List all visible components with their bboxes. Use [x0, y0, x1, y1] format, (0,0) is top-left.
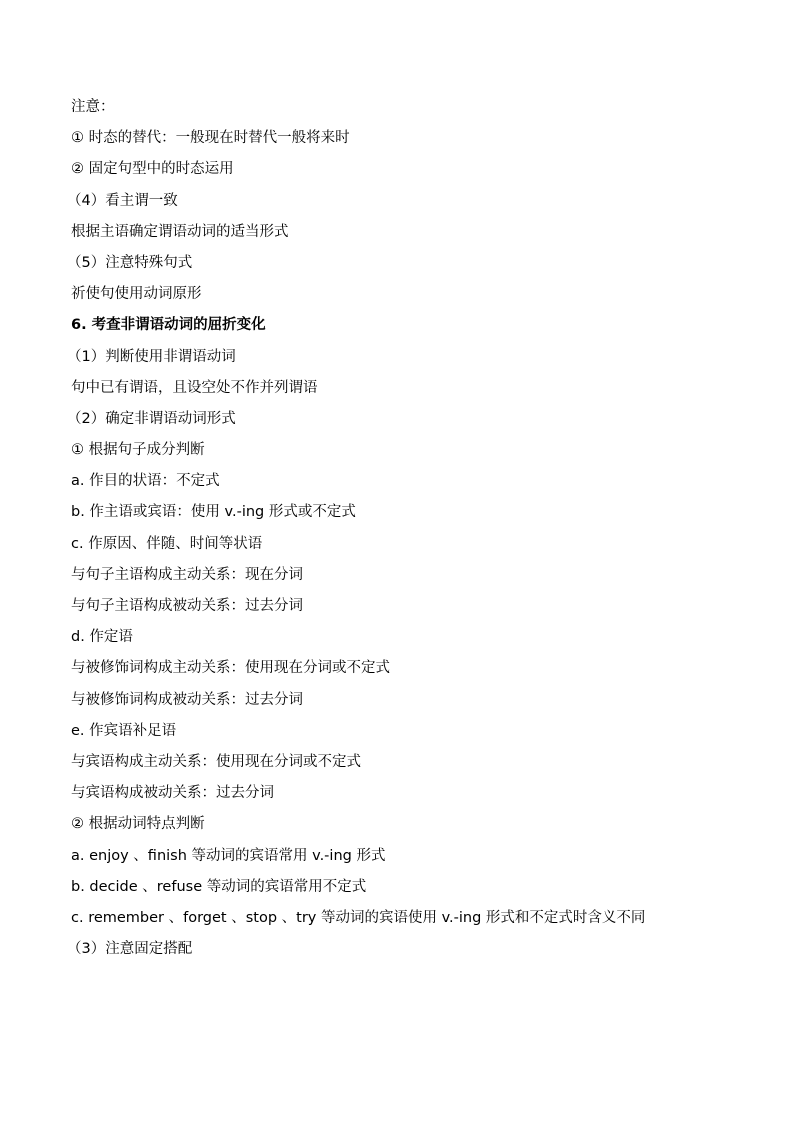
item-c-active: 与句子主语构成主动关系：现在分词	[71, 566, 303, 583]
subheading-4: （4）看主谓一致	[67, 192, 178, 209]
item-e-active: 与宾语构成主动关系：使用现在分词或不定式	[71, 753, 361, 770]
item-e-passive: 与宾语构成被动关系：过去分词	[71, 785, 274, 802]
section-6-sub-3: （3）注意固定搭配	[67, 941, 193, 958]
item-e-complement: e. 作宾语补足语	[71, 722, 177, 739]
note-heading: 注意：	[71, 99, 115, 115]
subheading-5: （5）注意特殊句式	[67, 254, 193, 271]
item-c-passive: 与句子主语构成被动关系：过去分词	[71, 598, 303, 614]
verb-feature-b: b. decide 、refuse 等动词的宾语常用不定式	[71, 878, 367, 895]
note-item-1: ① 时态的替代：一般现在时替代一般将来时	[71, 130, 350, 147]
section-6-sub-1: （1）判断使用非谓语动词	[67, 348, 236, 365]
item-d-active: 与被修饰词构成主动关系：使用现在分词或不定式	[71, 660, 390, 677]
note-item-2: ② 固定句型中的时态运用	[71, 161, 234, 178]
section-6-sub-2: （2）确定非谓语动词形式	[67, 410, 236, 427]
sentence-component-heading: ① 根据句子成分判断	[71, 442, 205, 459]
item-b-subject-object: b. 作主语或宾语：使用 v.-ing 形式或不定式	[71, 504, 356, 521]
item-c-adverbial: c. 作原因、伴随、时间等状语	[71, 535, 263, 552]
section-6-sub-1-detail: 句中已有谓语，且设空处不作并列谓语	[71, 379, 318, 396]
document-body	[67, 92, 751, 965]
verb-feature-a: a. enjoy 、finish 等动词的宾语常用 v.-ing 形式	[71, 847, 386, 864]
verb-feature-c: c. remember 、forget 、stop 、try 等动词的宾语使用 v.-ing 形式和不定式时含义不同	[71, 909, 646, 926]
item-a-purpose: a. 作目的状语：不定式	[71, 473, 220, 490]
section-6-heading: 6. 考查非谓语动词的屈折变化	[71, 317, 266, 334]
item-d-passive: 与被修饰词构成被动关系：过去分词	[71, 691, 303, 708]
subheading-5-detail: 祈使句使用动词原形	[71, 286, 202, 303]
verb-feature-heading: ② 根据动词特点判断	[71, 816, 205, 833]
item-d-attributive: d. 作定语	[71, 629, 133, 646]
subheading-4-detail: 根据主语确定谓语动词的适当形式	[71, 223, 289, 240]
